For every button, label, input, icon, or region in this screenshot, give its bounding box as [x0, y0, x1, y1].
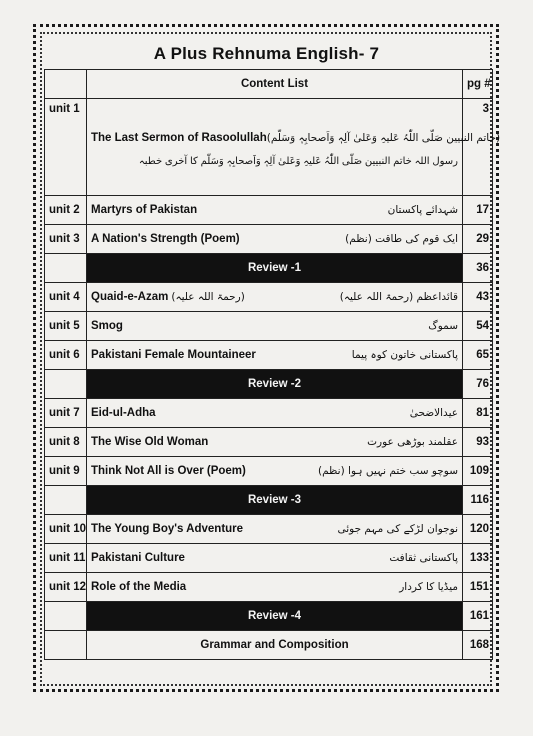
unit-title: Think Not All is Over (Poem): [91, 465, 246, 477]
unit-title-cell: [87, 515, 463, 544]
unit-title: The Last Sermon of Rasoolullah: [91, 131, 267, 144]
content-table: [44, 69, 501, 660]
review-label: Review -4: [87, 602, 463, 631]
page-number: 29: [463, 225, 493, 254]
table-row: [45, 515, 493, 544]
unit-label: unit 6: [45, 341, 87, 370]
urdu-title: شہدائے پاکستان: [387, 204, 458, 216]
unit-label: unit 2: [45, 196, 87, 225]
header-empty-cell: [45, 70, 87, 99]
table-row: [45, 457, 493, 486]
page-number: 17: [463, 196, 493, 225]
page-number: 133: [463, 544, 493, 573]
urdu-title: رسول اللہ خاتم النبیین صَلّی اللّٰہُ عَلیہِ وَعَلیٰ آلِہٖ وَاَصحابِہٖ وَسَلّم کا آخری خطبہ: [138, 155, 458, 167]
unit-title: Smog: [91, 320, 123, 332]
unit-label: unit 11: [45, 544, 87, 573]
unit-title-cell: [87, 457, 463, 486]
table-row: [45, 544, 493, 573]
book-title: A Plus Rehnuma English- 7: [153, 44, 380, 63]
unit-label: unit 12: [45, 573, 87, 602]
unit-1-title-cell: [87, 99, 501, 196]
page-number: 76: [463, 370, 493, 399]
unit-label: unit 4: [45, 283, 87, 312]
urdu-title: عقلمند بوڑھی عورت: [367, 436, 458, 448]
unit-label: unit 5: [45, 312, 87, 341]
empty-cell: [45, 486, 87, 515]
unit-title-cell: [87, 428, 463, 457]
review-row: [45, 370, 493, 399]
unit-label: unit 8: [45, 428, 87, 457]
urdu-title: پاکستانی ثقافت: [389, 552, 458, 564]
page-number: 81: [463, 399, 493, 428]
unit-title-cell: [87, 225, 463, 254]
empty-cell: [45, 370, 87, 399]
unit-title: The Wise Old Woman: [91, 436, 209, 448]
grammar-composition-title: Grammar and Composition: [87, 631, 463, 660]
content-list-heading: Content List: [87, 70, 463, 99]
urdu-title: سموگ: [428, 320, 458, 332]
unit-title-cell: [87, 341, 463, 370]
empty-cell: [45, 602, 87, 631]
review-row: [45, 602, 493, 631]
unit-title: Eid-ul-Adha: [91, 407, 156, 419]
table-row: [45, 428, 493, 457]
unit-title-cell: [87, 196, 463, 225]
urdu-title: ایک قوم کی طاقت (نظم): [345, 233, 458, 245]
page-number: 168: [463, 631, 493, 660]
unit-title: Role of the Media: [91, 581, 187, 593]
table-header-row: [45, 70, 493, 99]
urdu-title: عیدالاضحیٰ: [409, 407, 458, 419]
page-number: 109: [463, 457, 493, 486]
page-number: 151: [463, 573, 493, 602]
table-row: [45, 341, 493, 370]
unit-title: Quaid-e-Azam: [91, 291, 169, 303]
table-row: [45, 573, 493, 602]
page-number: 65: [463, 341, 493, 370]
unit-title-cell: [87, 283, 463, 312]
urdu-title: قائداعظم (رحمۃ اللہ علیہ): [339, 291, 458, 303]
table-row: [45, 283, 493, 312]
page-number: 93: [463, 428, 493, 457]
review-label: Review -3: [87, 486, 463, 515]
page-number-heading: pg #: [463, 70, 493, 99]
title-honorific: (رحمۃ اللہ علیہ): [171, 291, 245, 303]
urdu-title: نوجوان لڑکے کی مہم جوئی: [337, 523, 458, 535]
page-number: 116: [463, 486, 493, 515]
unit-title: A Nation's Strength (Poem): [91, 233, 240, 245]
unit-label: unit 3: [45, 225, 87, 254]
review-row: [45, 254, 493, 283]
unit-label: unit 1: [45, 99, 87, 196]
page-number: 161: [463, 602, 493, 631]
page-number: 36: [463, 254, 493, 283]
review-label: Review -1: [87, 254, 463, 283]
unit-label: unit 9: [45, 457, 87, 486]
unit-label: unit 10: [45, 515, 87, 544]
table-row: [45, 196, 493, 225]
unit-title: The Young Boy's Adventure: [91, 523, 244, 535]
urdu-title: میڈیا کا کردار: [399, 581, 458, 593]
unit-title: Martyrs of Pakistan: [91, 204, 198, 216]
unit-title: Pakistani Culture: [91, 552, 185, 564]
page-number: 120: [463, 515, 493, 544]
unit-title-cell: [87, 312, 463, 341]
grammar-composition-row: [45, 631, 493, 660]
empty-cell: [45, 254, 87, 283]
unit-title-cell: [87, 399, 463, 428]
table-row-unit-1: [45, 99, 493, 196]
page-number: 3: [463, 99, 493, 196]
page-number: 43: [463, 283, 493, 312]
urdu-title: سوچو سب ختم نہیں ہوا (نظم): [317, 465, 458, 477]
unit-title: Pakistani Female Mountaineer: [91, 349, 256, 361]
unit-label: unit 7: [45, 399, 87, 428]
urdu-honorific: (خاتم النبیین صَلّی اللّٰہُ عَلیہِ وَعَلیٰ آلِہٖ وَاَصحابِہٖ وَسَلّم): [266, 131, 501, 144]
table-row: [45, 225, 493, 254]
unit-title-cell: [87, 573, 463, 602]
urdu-title: پاکستانی خاتون کوہ پیما: [351, 349, 458, 361]
unit-title-cell: [87, 544, 463, 573]
page-number: 54: [463, 312, 493, 341]
review-label: Review -2: [87, 370, 463, 399]
empty-cell: [45, 631, 87, 660]
table-row: [45, 312, 493, 341]
review-row: [45, 486, 493, 515]
table-row: [45, 399, 493, 428]
